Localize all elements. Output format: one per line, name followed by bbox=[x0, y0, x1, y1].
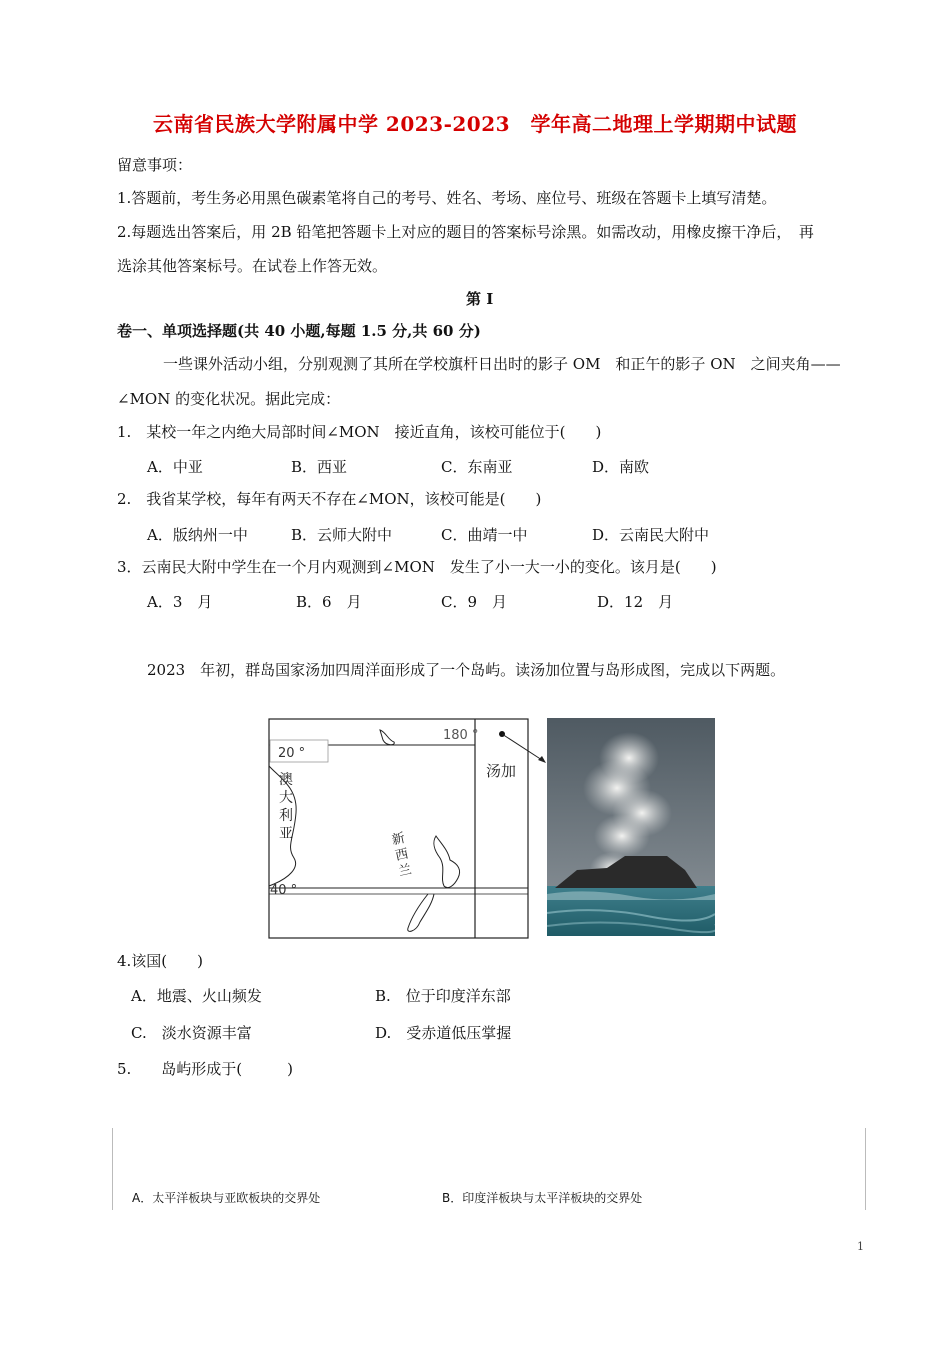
question-5-option-b: B．印度洋板块与太平洋板块的交界处 bbox=[442, 1191, 643, 1205]
right-frame-line bbox=[865, 1128, 866, 1210]
left-frame-line bbox=[112, 1128, 113, 1210]
notice-heading: 留意事项： bbox=[117, 156, 193, 174]
australia-label-3: 利 bbox=[279, 808, 293, 824]
question-4-option-b: B. 位于印度洋东部 bbox=[375, 987, 511, 1005]
question-2-option-d: D．云南民大附中 bbox=[592, 526, 710, 544]
question-5-option-a: A．太平洋板块与亚欧板块的交界处 bbox=[132, 1191, 321, 1205]
question-3-option-b: B．6 月 bbox=[296, 593, 362, 611]
tonga-label: 汤加 bbox=[486, 762, 517, 780]
section-title: 第 I bbox=[466, 290, 494, 308]
australia-label-4: 亚 bbox=[279, 826, 293, 842]
new-zealand-label-3: 兰 bbox=[397, 862, 414, 880]
notice-item-2-line-2: 选涂其他答案标号。在试卷上作答无效。 bbox=[117, 257, 388, 275]
intro-1-line-1: 一些课外活动小组，分别观测了其所在学校旗杆日出时的影子 OM 和正午的影子 ON 之间夹角—— bbox=[163, 355, 841, 373]
question-1-option-b: B．西亚 bbox=[291, 458, 348, 476]
question-4-stem: 4.该国( ) bbox=[117, 952, 204, 970]
intro-1-line-2: ∠MON 的变化状况。据此完成： bbox=[117, 390, 341, 408]
volcanic-island-photo bbox=[547, 718, 715, 936]
new-zealand-label-2: 西 bbox=[393, 846, 410, 864]
longitude-180-label: 180 ° bbox=[443, 728, 479, 743]
australia-label-1: 澳 bbox=[279, 772, 293, 788]
question-1-option-a: A．中亚 bbox=[147, 458, 203, 476]
arrow-icon bbox=[538, 756, 546, 763]
page-number: 1 bbox=[857, 1240, 864, 1253]
question-3-option-d: D．12 月 bbox=[597, 593, 674, 611]
question-4-option-c: C. 淡水资源丰富 bbox=[131, 1024, 252, 1042]
tonga-location-map bbox=[268, 718, 552, 940]
question-1-stem: 1. 某校一年之内绝大局部时间∠MON 接近直角，该校可能位于( ) bbox=[117, 423, 602, 441]
notice-item-2-line-1: 2.每题选出答案后，用 2B 铅笔把答题卡上对应的题目的答案标号涂黑。如需改动，用橡皮擦干净后， 再 bbox=[117, 223, 814, 241]
question-2-option-a: A．版纳州一中 bbox=[147, 526, 248, 544]
question-3-stem: 3．云南民大附中学生在一个月内观测到∠MON 发生了小一大一小的变化。该月是( ) bbox=[117, 558, 717, 576]
question-4-option-a: A．地震、火山频发 bbox=[131, 987, 262, 1005]
section-subtitle: 卷一、单项选择题(共 40 小题,每题 1.5 分,共 60 分) bbox=[117, 322, 481, 340]
intro-2: 2023 年初，群岛国家汤加四周洋面形成了一个岛屿。读汤加位置与岛形成图，完成以下两题。 bbox=[147, 661, 786, 679]
question-2-option-b: B．云师大附中 bbox=[291, 526, 393, 544]
page-title: 云南省民族大学附属中学 2023-2023 学年高二地理上学期期中试题 bbox=[152, 112, 798, 136]
question-5-stem: 5. 岛屿形成于( ) bbox=[117, 1060, 294, 1078]
latitude-40-label: 40 ° bbox=[270, 883, 298, 898]
question-4-option-d: D. 受赤道低压掌握 bbox=[375, 1024, 512, 1042]
question-1-option-c: C．东南亚 bbox=[441, 458, 513, 476]
question-2-option-c: C．曲靖一中 bbox=[441, 526, 528, 544]
notice-item-1: 1.答题前，考生务必用黑色碳素笔将自己的考号、姓名、考场、座位号、班级在答题卡上填写清楚。 bbox=[117, 189, 777, 207]
australia-label-2: 大 bbox=[279, 790, 293, 806]
new-zealand-label-1: 新 bbox=[390, 830, 407, 849]
latitude-20-label: 20 ° bbox=[278, 746, 306, 761]
question-3-option-c: C．9 月 bbox=[441, 593, 508, 611]
question-3-option-a: A．3 月 bbox=[147, 593, 213, 611]
question-1-option-d: D．南欧 bbox=[592, 458, 650, 476]
question-2-stem: 2. 我省某学校，每年有两天不存在∠MON，该校可能是( ) bbox=[117, 490, 542, 508]
